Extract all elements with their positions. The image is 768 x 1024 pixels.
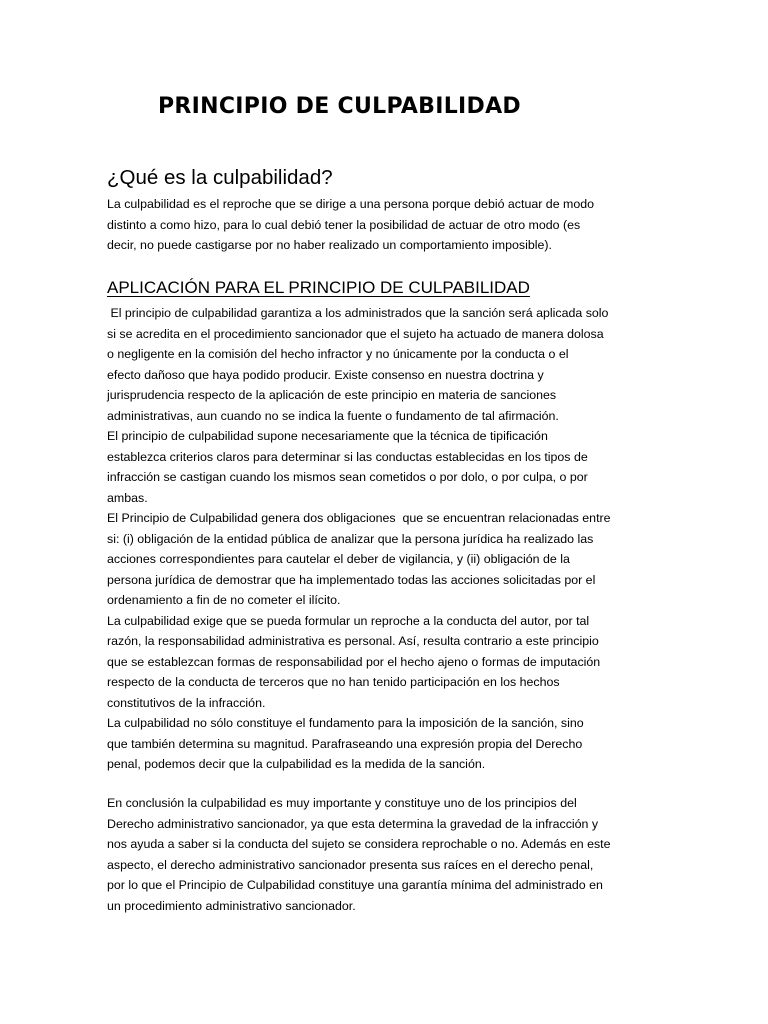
text-line: Derecho administrativo sancionador, ya que esta determina la gravedad de la infracción y [107, 816, 599, 831]
text-line: razón, la responsabilidad administrativa es personal. Así, resulta contrario a este principio [107, 634, 599, 648]
document-title: PRINCIPIO DE CULPABILIDAD [158, 94, 521, 119]
text-line: distinto a como hizo, para lo cual debió tener la posibilidad de actuar de otro modo (es [107, 217, 581, 232]
definition-paragraph [107, 194, 667, 256]
text-line: establezca criterios claros para determinar si las conductas establecidas en los tipos de [107, 449, 588, 464]
text-line: constitutivos de la infracción. [107, 695, 266, 710]
text-line: La culpabilidad es el reproche que se dirige a una persona porque debió actuar de modo [107, 197, 595, 211]
text-line: El principio de culpabilidad garantiza a los administrados que la sanción será aplicada solo [107, 306, 609, 320]
aplicacion-body [107, 303, 667, 775]
text-line: administrativas, aun cuando no se indica la fuente o fundamento de tal afirmación. [107, 408, 559, 423]
text-line: por lo que el Principio de Culpabilidad constituye una garantía mínima del administrado en [107, 878, 603, 892]
text-line: si: (i) obligación de la entidad pública de analizar que la persona jurídica ha realizado las [107, 531, 594, 546]
text-line: aspecto, el derecho administrativo sancionador presenta sus raíces en el derecho penal, [107, 857, 594, 872]
text-line: ambas. [107, 490, 148, 505]
text-line: decir, no puede castigarse por no haber realizado un comportamiento imposible). [107, 238, 552, 252]
text-line: si se acredita en el procedimiento sancionador que el sujeto ha actuado de manera dolosa [107, 326, 604, 341]
text-line: penal, podemos decir que la culpabilidad es la medida de la sanción. [107, 757, 486, 771]
text-line: El Principio de Culpabilidad genera dos obligaciones que se encuentran relacionadas entre [107, 511, 611, 525]
text-line: respecto de la conducta de terceros que no han tenido participación en los hechos [107, 675, 560, 689]
text-line: infracción se castigan cuando los mismos sean cometidos o por dolo, o por culpa, o por [107, 470, 588, 484]
text-line: El principio de culpabilidad supone necesariamente que la técnica de tipificación [107, 429, 548, 443]
text-line: un procedimiento administrativo sancionador. [107, 898, 356, 913]
conclusion-paragraph [107, 793, 667, 916]
text-line: ordenamiento a fin de no cometer el ilícito. [107, 593, 341, 607]
text-line: acciones correspondientes para cautelar el deber de vigilancia, y (ii) obligación de la [107, 552, 570, 566]
text-line: que también determina su magnitud. Parafraseando una expresión propia del Derecho [107, 736, 583, 751]
text-line: que se establezcan formas de responsabilidad por el hecho ajeno o formas de imputación [107, 654, 601, 669]
text-line: jurisprudencia respecto de la aplicación de este principio en materia de sanciones [107, 388, 557, 402]
section-heading-aplicacion: APLICACIÓN PARA EL PRINCIPIO DE CULPABILIDAD [107, 278, 530, 297]
text-line: En conclusión la culpabilidad es muy importante y constituye uno de los principios del [107, 796, 577, 810]
text-line: La culpabilidad no sólo constituye el fundamento para la imposición de la sanción, sino [107, 716, 584, 730]
text-line: o negligente en la comisión del hecho infractor y no únicamente por la conducta o el [107, 347, 569, 361]
text-line: persona jurídica de demostrar que ha implementado todas las acciones solicitadas por el [107, 572, 596, 587]
text-line: La culpabilidad exige que se pueda formular un reproche a la conducta del autor, por tal [107, 613, 590, 628]
text-line: nos ayuda a saber si la conducta del sujeto se considera reprochable o no. Además en este [107, 837, 611, 851]
section-heading-definition: ¿Qué es la culpabilidad? [107, 166, 333, 189]
text-line: efecto dañoso que haya podido producir. Existe consenso en nuestra doctrina y [107, 367, 544, 382]
